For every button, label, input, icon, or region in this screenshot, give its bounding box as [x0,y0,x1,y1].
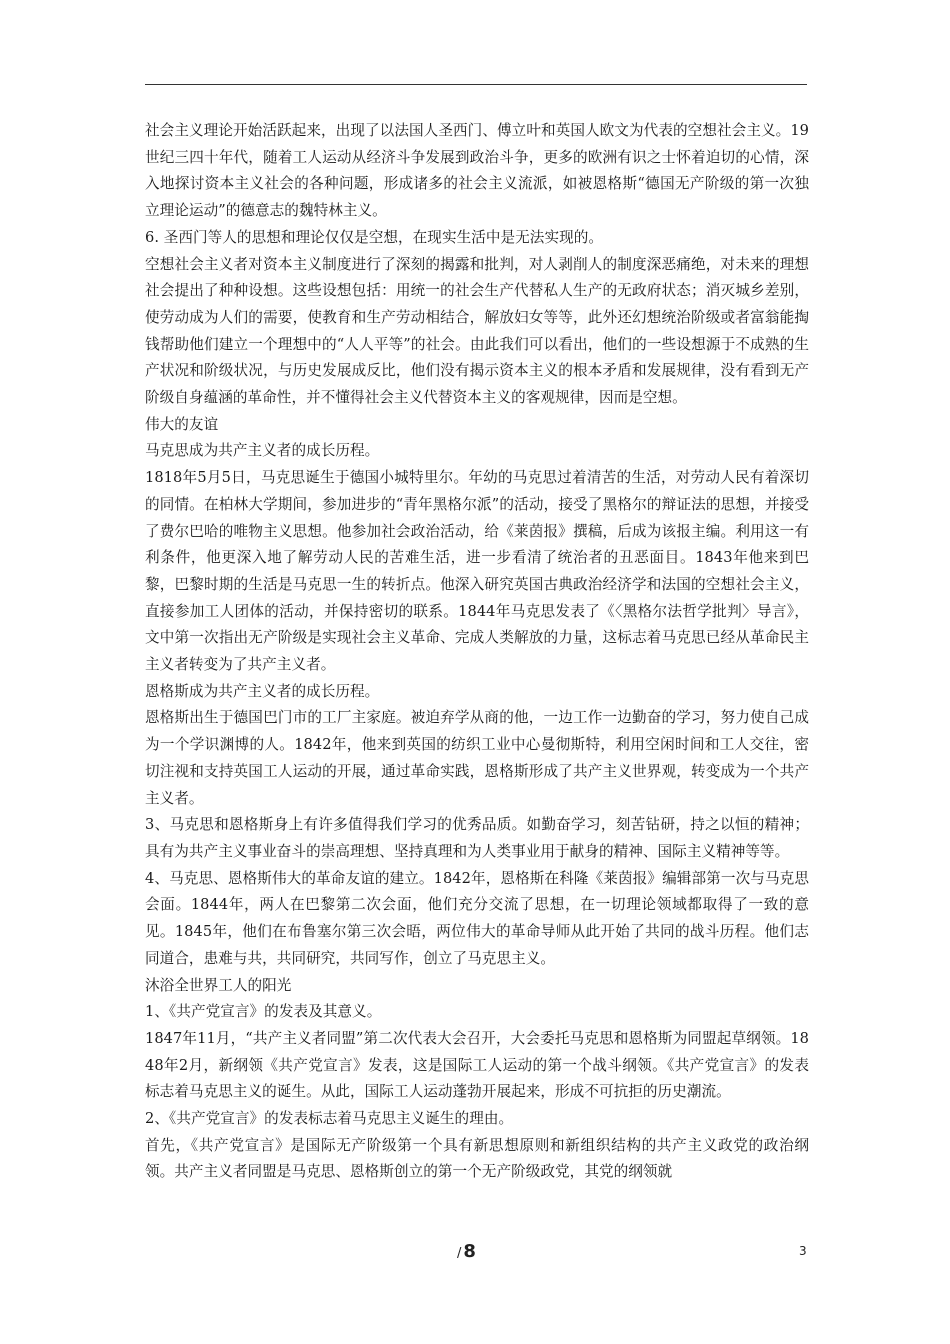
page-total [457,1241,476,1262]
subheading: 恩格斯成为共产主义者的成长历程。 [145,682,380,700]
header-rule [145,84,807,85]
section-heading: 伟大的友谊 [145,415,219,433]
numbered-point: 4、马克思、恩格斯伟大的革命友谊的建立。1842年，恩格斯在科隆《莱茵报》编辑部第一次与马克思会面。1844年，两人在巴黎第二次会面，他们充分交流了思想，在一切理论领域都取得了一致的意见。1845年，他们在布鲁塞尔第三次会晤，两位伟大的革命导师从此开始了共同的战斗历程。他们志同道合，患难与共，共同研究，共同写作，创立了马克思主义。 [145,869,809,967]
section-heading: 沐浴全世界工人的阳光 [145,976,292,994]
document-body [145,118,809,1186]
numbered-point: 3、马克思和恩格斯身上有许多值得我们学习的优秀品质。如勤奋学习，刻苦钻研，持之以恒的精神；具有为共产主义事业奋斗的崇高理想、坚持真理和为人类事业用于献身的精神、国际主义精神等等。 [145,816,809,860]
paragraph: 1818年5月5日，马克思诞生于德国小城特里尔。年幼的马克思过着清苦的生活，对劳动人民有着深切的同情。在柏林大学期间，参加进步的“青年黑格尔派”的活动，接受了黑格尔的辩证法的思想，并接受了费尔巴哈的唯物主义思想。他参加社会政治活动，给《莱茵报》撰稿，后成为该报主编。利用这一有利条件，他更深入地了解劳动人民的苦难生活，进一步看清了统治者的丑恶面目。1843年他来到巴黎，巴黎时期的生活是马克思一生的转折点。他深入研究英国古典政治经济学和法国的空想社会主义，直接参加工人团体的活动，并保持密切的联系。1844年马克思发表了《〈黑格尔法哲学批判〉导言》，文中第一次指出无产阶级是实现社会主义革命、完成人类解放的力量，这标志着马克思已经从革命民主主义者转变为了共产主义者。 [145,469,809,674]
paragraph: 空想社会主义者对资本主义制度进行了深刻的揭露和批判，对人剥削人的制度深恶痛绝，对未来的理想社会提出了种种设想。这些设想包括：用统一的社会生产代替私人生产的无政府状态；消灭城乡差别，使劳动成为人们的需要，使教育和生产劳动相结合，解放妇女等等，此外还幻想统治阶级或者富翁能掏钱帮助他们建立一个理想中的“人人平等”的社会。由此我们可以看出，他们的一些设想源于不成熟的生产状况和阶级状况，与历史发展成反比，他们没有揭示资本主义的根本矛盾和发展规律，没有看到无产阶级自身蕴涵的革命性，并不懂得社会主义代替资本主义的客观规律，因而是空想。 [145,255,809,407]
page-total-slash: / [457,1246,462,1261]
numbered-point: 1、《共产党宣言》的发表及其意义。 [145,1003,382,1021]
numbered-point: 6. 圣西门等人的思想和理论仅仅是空想，在现实生活中是无法实现的。 [145,228,604,246]
paragraph: 首先，《共产党宣言》是国际无产阶级第一个具有新思想原则和新组织结构的共产主义政党的政治纲领。共产主义者同盟是马克思、恩格斯创立的第一个无产阶级政党，其党的纲领就 [145,1136,809,1181]
numbered-point: 2、《共产党宣言》的发表标志着马克思主义诞生的理由。 [145,1110,514,1128]
paragraph: 1847年11月，“共产主义者同盟”第二次代表大会召开，大会委托马克思和恩格斯为同盟起草纲领。1848年2月，新纲领《共产党宣言》发表，这是国际工人运动的第一个战斗纲领。《共产党宣言》的发表标志着马克思主义的诞生。从此，国际工人运动蓬勃开展起来，形成不可抗拒的历史潮流。 [145,1029,809,1101]
page-total-count: 8 [463,1241,476,1262]
paragraph: 社会主义理论开始活跃起来，出现了以法国人圣西门、傅立叶和英国人欧文为代表的空想社会主义。19世纪三四十年代，随着工人运动从经济斗争发展到政治斗争，更多的欧洲有识之士怀着迫切的心情，深入地探讨资本主义社会的各种问题，形成诸多的社会主义流派，如被恩格斯“德国无产阶级的第一次独立理论运动”的德意志的魏特林主义。 [145,122,809,220]
paragraph: 恩格斯出生于德国巴门市的工厂主家庭。被迫弃学从商的他，一边工作一边勤奋的学习，努力使自己成为一个学识渊博的人。1842年，他来到英国的纺织工业中心曼彻斯特，利用空闲时间和工人交往，密切注视和支持英国工人运动的开展，通过革命实践，恩格斯形成了共产主义世界观，转变成为一个共产主义者。 [145,709,809,807]
page-number: 3 [799,1244,807,1258]
subheading: 马克思成为共产主义者的成长历程。 [145,442,380,460]
